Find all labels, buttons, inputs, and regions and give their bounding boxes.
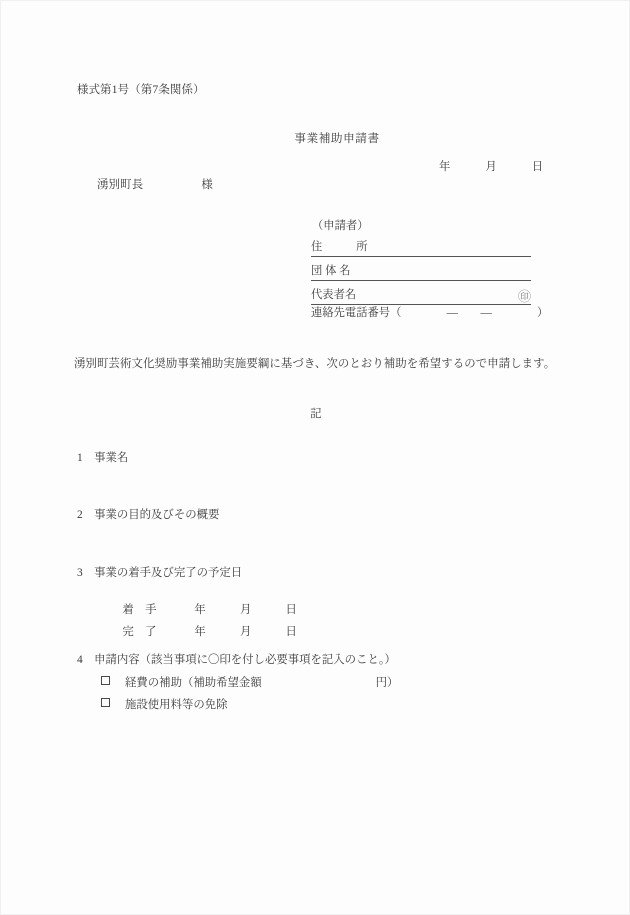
checkbox-row-facility-fee-exemption[interactable] (101, 696, 228, 712)
item-3-schedule: 3 事業の着手及び完了の予定日 (77, 567, 243, 579)
schedule-start-date: 年 月 日 (194, 604, 297, 616)
applicant-address-label: 住 所 (311, 241, 368, 253)
checkbox-label-expense-subsidy: 経費の補助（補助希望金額 円） (125, 677, 399, 689)
applicant-organization-row[interactable] (311, 259, 531, 281)
checkbox-icon[interactable] (101, 676, 110, 685)
applicant-address-row[interactable] (311, 235, 531, 257)
body-paragraph: 湧別町芸術文化奨励事業補助実施要綱に基づき、次のとおり補助を希望するので申請します。 (74, 358, 556, 370)
schedule-end-row[interactable] (111, 611, 297, 651)
schedule-end-label: 完 了 (122, 626, 157, 638)
ki-mark: 記 (310, 408, 322, 420)
applicant-representative-label: 代表者名 (311, 289, 357, 301)
checkbox-icon[interactable] (101, 698, 110, 707)
applicant-representative-row[interactable] (311, 283, 531, 305)
page-title (1, 121, 630, 156)
item-1-project-name: 1 事業名 (77, 452, 129, 464)
applicant-heading: （申請者） (312, 220, 369, 232)
schedule-start-label: 着 手 (122, 604, 157, 616)
checkbox-row-expense-subsidy[interactable] (101, 674, 398, 690)
addressee-line: 湧別町長 様 (97, 179, 213, 191)
applicant-phone-label: 連絡先電話番号（ ― ― ） (311, 307, 549, 320)
date-line: 年 月 日 (439, 161, 544, 173)
page-title-text: 事業補助申請書 (294, 131, 380, 145)
item-4-application-content: 4 申請内容（該当事項に〇印を付し必要事項を記入のこと。） (77, 654, 396, 666)
checkbox-label-facility-fee-exemption: 施設使用料等の免除 (125, 699, 228, 711)
schedule-end-date: 年 月 日 (194, 626, 297, 638)
applicant-block (311, 220, 549, 329)
applicant-phone-row[interactable] (311, 307, 549, 329)
item-2-project-purpose: 2 事業の目的及びその概要 (77, 509, 220, 521)
applicant-organization-label: 団 体 名 (311, 265, 351, 277)
form-code-label: 様式第1号（第7条関係） (77, 84, 205, 96)
seal-icon: ㊞ (517, 289, 531, 305)
